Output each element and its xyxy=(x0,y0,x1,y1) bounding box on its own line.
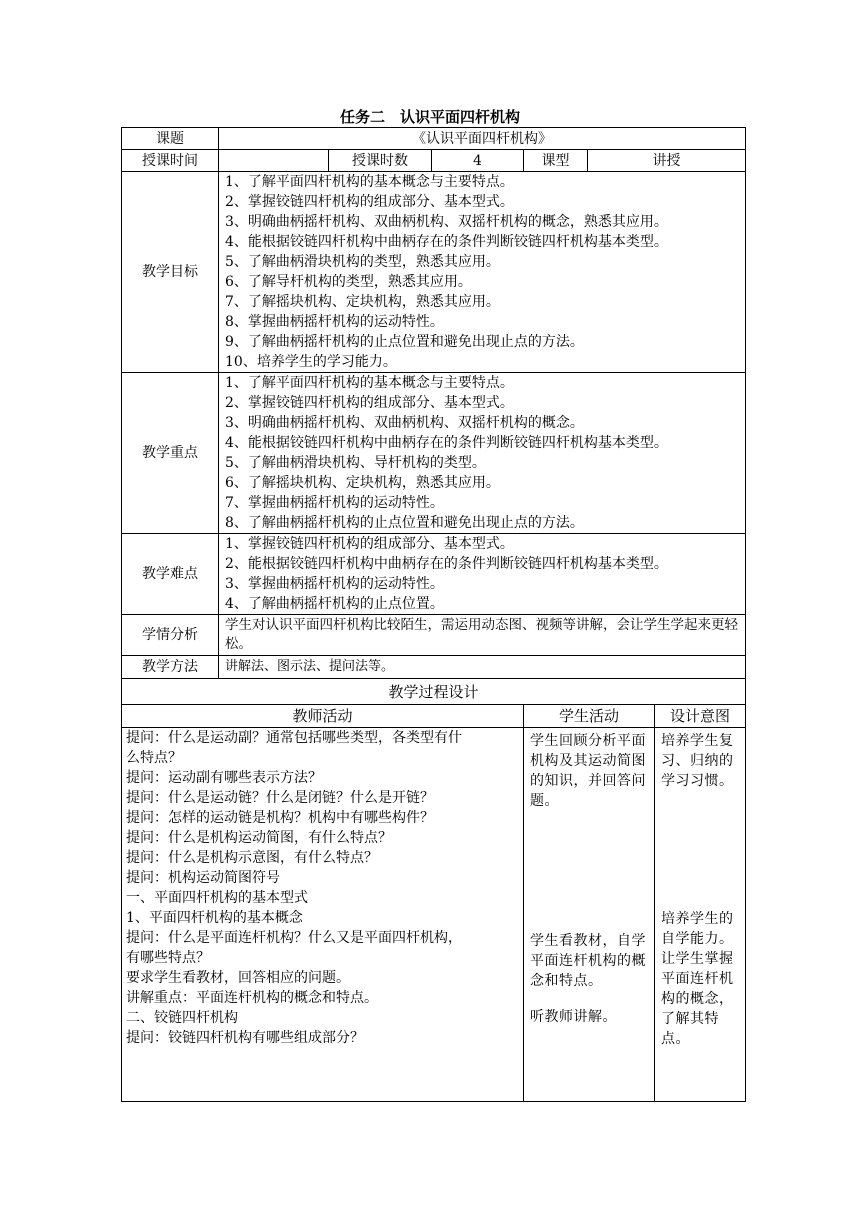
teacher-line: 么特点？ xyxy=(126,750,182,766)
teacher-line: 提问：铰链四杆机构有哪些组成部分？ xyxy=(126,1030,364,1046)
process-header: 教学过程设计 xyxy=(122,679,746,705)
schedule-row xyxy=(122,150,746,172)
process-header-row xyxy=(122,679,746,705)
teacher-line: 提问：机构运动简图符号 xyxy=(126,870,280,886)
key-points-list xyxy=(219,373,746,534)
teacher-line: 提问：运动副有哪些表示方法？ xyxy=(126,770,322,786)
teacher-line: 1、平面四杆机构的基本概念 xyxy=(126,910,303,926)
analysis-text: 学生对认识平面四杆机构比较陌生，需运用动态图、视频等讲解，会让学生学起来更轻松。 xyxy=(219,615,746,656)
topic-value: 《认识平面四杆机构》 xyxy=(219,128,746,150)
lesson-plan-table xyxy=(121,127,746,1102)
teacher-line: 要求学生看教材，回答相应的问题。 xyxy=(126,970,350,986)
key-points-row xyxy=(122,373,746,534)
hours-label: 授课时数 xyxy=(329,150,432,172)
key-point-item: 1、了解平面四杆机构的基本概念与主要特点。 xyxy=(225,375,514,391)
teacher-line: 提问：什么是平面连杆机构？什么又是平面四杆机构， xyxy=(126,930,462,946)
goals-list xyxy=(219,172,746,373)
teacher-line: 提问：什么是机构运动简图，有什么特点？ xyxy=(126,830,392,846)
design-intent-cell xyxy=(655,728,746,1102)
teacher-line: 提问：怎样的运动链是机构？机构中有哪些构件？ xyxy=(126,810,434,826)
goal-item: 9、了解曲柄摇杆机构的止点位置和避免出现止点的方法。 xyxy=(225,334,584,350)
difficult-point-item: 2、能根据铰链四杆机构中曲柄存在的条件判断铰链四杆机构基本类型。 xyxy=(225,556,668,572)
analysis-row xyxy=(122,615,746,656)
difficult-points-row xyxy=(122,534,746,615)
teacher-activity-header: 教师活动 xyxy=(122,705,524,728)
page-title: 任务二 认识平面四杆机构 xyxy=(339,108,520,126)
difficult-points-label: 教学难点 xyxy=(122,534,219,615)
goals-row xyxy=(122,172,746,373)
key-point-item: 8、了解曲柄摇杆机构的止点位置和避免出现止点的方法。 xyxy=(225,515,584,531)
teacher-line: 有哪些特点？ xyxy=(126,950,210,966)
analysis-label: 学情分析 xyxy=(122,615,219,656)
key-point-item: 4、能根据铰链四杆机构中曲柄存在的条件判断铰链四杆机构基本类型。 xyxy=(225,435,668,451)
student-activity-header: 学生活动 xyxy=(524,705,655,728)
goal-item: 6、了解导杆机构的类型，熟悉其应用。 xyxy=(225,274,472,290)
design-intent-text: 培养学生复习、归纳的学习习惯。 xyxy=(661,733,734,789)
difficult-point-item: 1、掌握铰链四杆机构的组成部分、基本型式。 xyxy=(225,536,514,552)
student-activity-text: 听教师讲解。 xyxy=(530,1009,617,1025)
process-content-row xyxy=(122,728,746,1102)
student-activity-cell xyxy=(524,728,655,1102)
goals-label: 教学目标 xyxy=(122,172,219,373)
process-columns-row xyxy=(122,705,746,728)
key-point-item: 3、明确曲柄摇杆机构、双曲柄机构、双摇杆机构的概念。 xyxy=(225,415,584,431)
teacher-line: 二、铰链四杆机构 xyxy=(126,1010,238,1026)
goal-item: 4、能根据铰链四杆机构中曲柄存在的条件判断铰链四杆机构基本类型。 xyxy=(225,234,668,250)
method-row xyxy=(122,656,746,679)
key-point-item: 2、掌握铰链四杆机构的组成部分、基本型式。 xyxy=(225,395,514,411)
key-point-item: 7、掌握曲柄摇杆机构的运动特性。 xyxy=(225,495,444,511)
teacher-line: 讲解重点：平面连杆机构的概念和特点。 xyxy=(126,990,378,1006)
design-intent-text: 培养学生的自学能力。让学生掌握平面连杆机构的概念，了解其特点。 xyxy=(661,911,734,1047)
goal-item: 5、了解曲柄滑块机构的类型，熟悉其应用。 xyxy=(225,254,500,270)
teacher-activity-cell xyxy=(122,728,524,1102)
student-activity-text: 学生回顾分析平面机构及其运动简图的知识，并回答问题。 xyxy=(530,733,646,809)
teacher-line: 提问：什么是机构示意图，有什么特点？ xyxy=(126,850,378,866)
method-text: 讲解法、图示法、提问法等。 xyxy=(219,656,746,679)
difficult-point-item: 3、掌握曲柄摇杆机构的运动特性。 xyxy=(225,576,444,592)
difficult-points-list xyxy=(219,534,746,615)
type-value: 讲授 xyxy=(588,150,746,172)
goal-item: 2、掌握铰链四杆机构的组成部分、基本型式。 xyxy=(225,194,514,210)
key-points-label: 教学重点 xyxy=(122,373,219,534)
topic-row xyxy=(122,128,746,150)
hours-value: 4 xyxy=(432,150,524,172)
goal-item: 7、了解摇块机构、定块机构，熟悉其应用。 xyxy=(225,294,500,310)
time-label: 授课时间 xyxy=(122,150,219,172)
student-activity-text: 学生看教材，自学平面连杆机构的概念和特点。 xyxy=(530,933,646,989)
topic-label: 课题 xyxy=(122,128,219,150)
type-label: 课型 xyxy=(524,150,588,172)
key-point-item: 5、了解曲柄滑块机构、导杆机构的类型。 xyxy=(225,455,486,471)
teacher-line: 提问：什么是运动链？什么是闭链？什么是开链？ xyxy=(126,790,434,806)
teacher-line: 提问：什么是运动副？通常包括哪些类型，各类型有什 xyxy=(126,730,462,746)
goal-item: 10、培养学生的学习能力。 xyxy=(225,354,397,370)
key-point-item: 6、了解摇块机构、定块机构，熟悉其应用。 xyxy=(225,475,500,491)
time-value xyxy=(219,150,329,172)
difficult-point-item: 4、了解曲柄摇杆机构的止点位置。 xyxy=(225,596,444,612)
method-label: 教学方法 xyxy=(122,656,219,679)
teacher-line: 一、平面四杆机构的基本型式 xyxy=(126,890,308,906)
goal-item: 1、了解平面四杆机构的基本概念与主要特点。 xyxy=(225,174,514,190)
goal-item: 3、明确曲柄摇杆机构、双曲柄机构、双摇杆机构的概念，熟悉其应用。 xyxy=(225,214,668,230)
goal-item: 8、掌握曲柄摇杆机构的运动特性。 xyxy=(225,314,444,330)
design-intent-header: 设计意图 xyxy=(655,705,746,728)
